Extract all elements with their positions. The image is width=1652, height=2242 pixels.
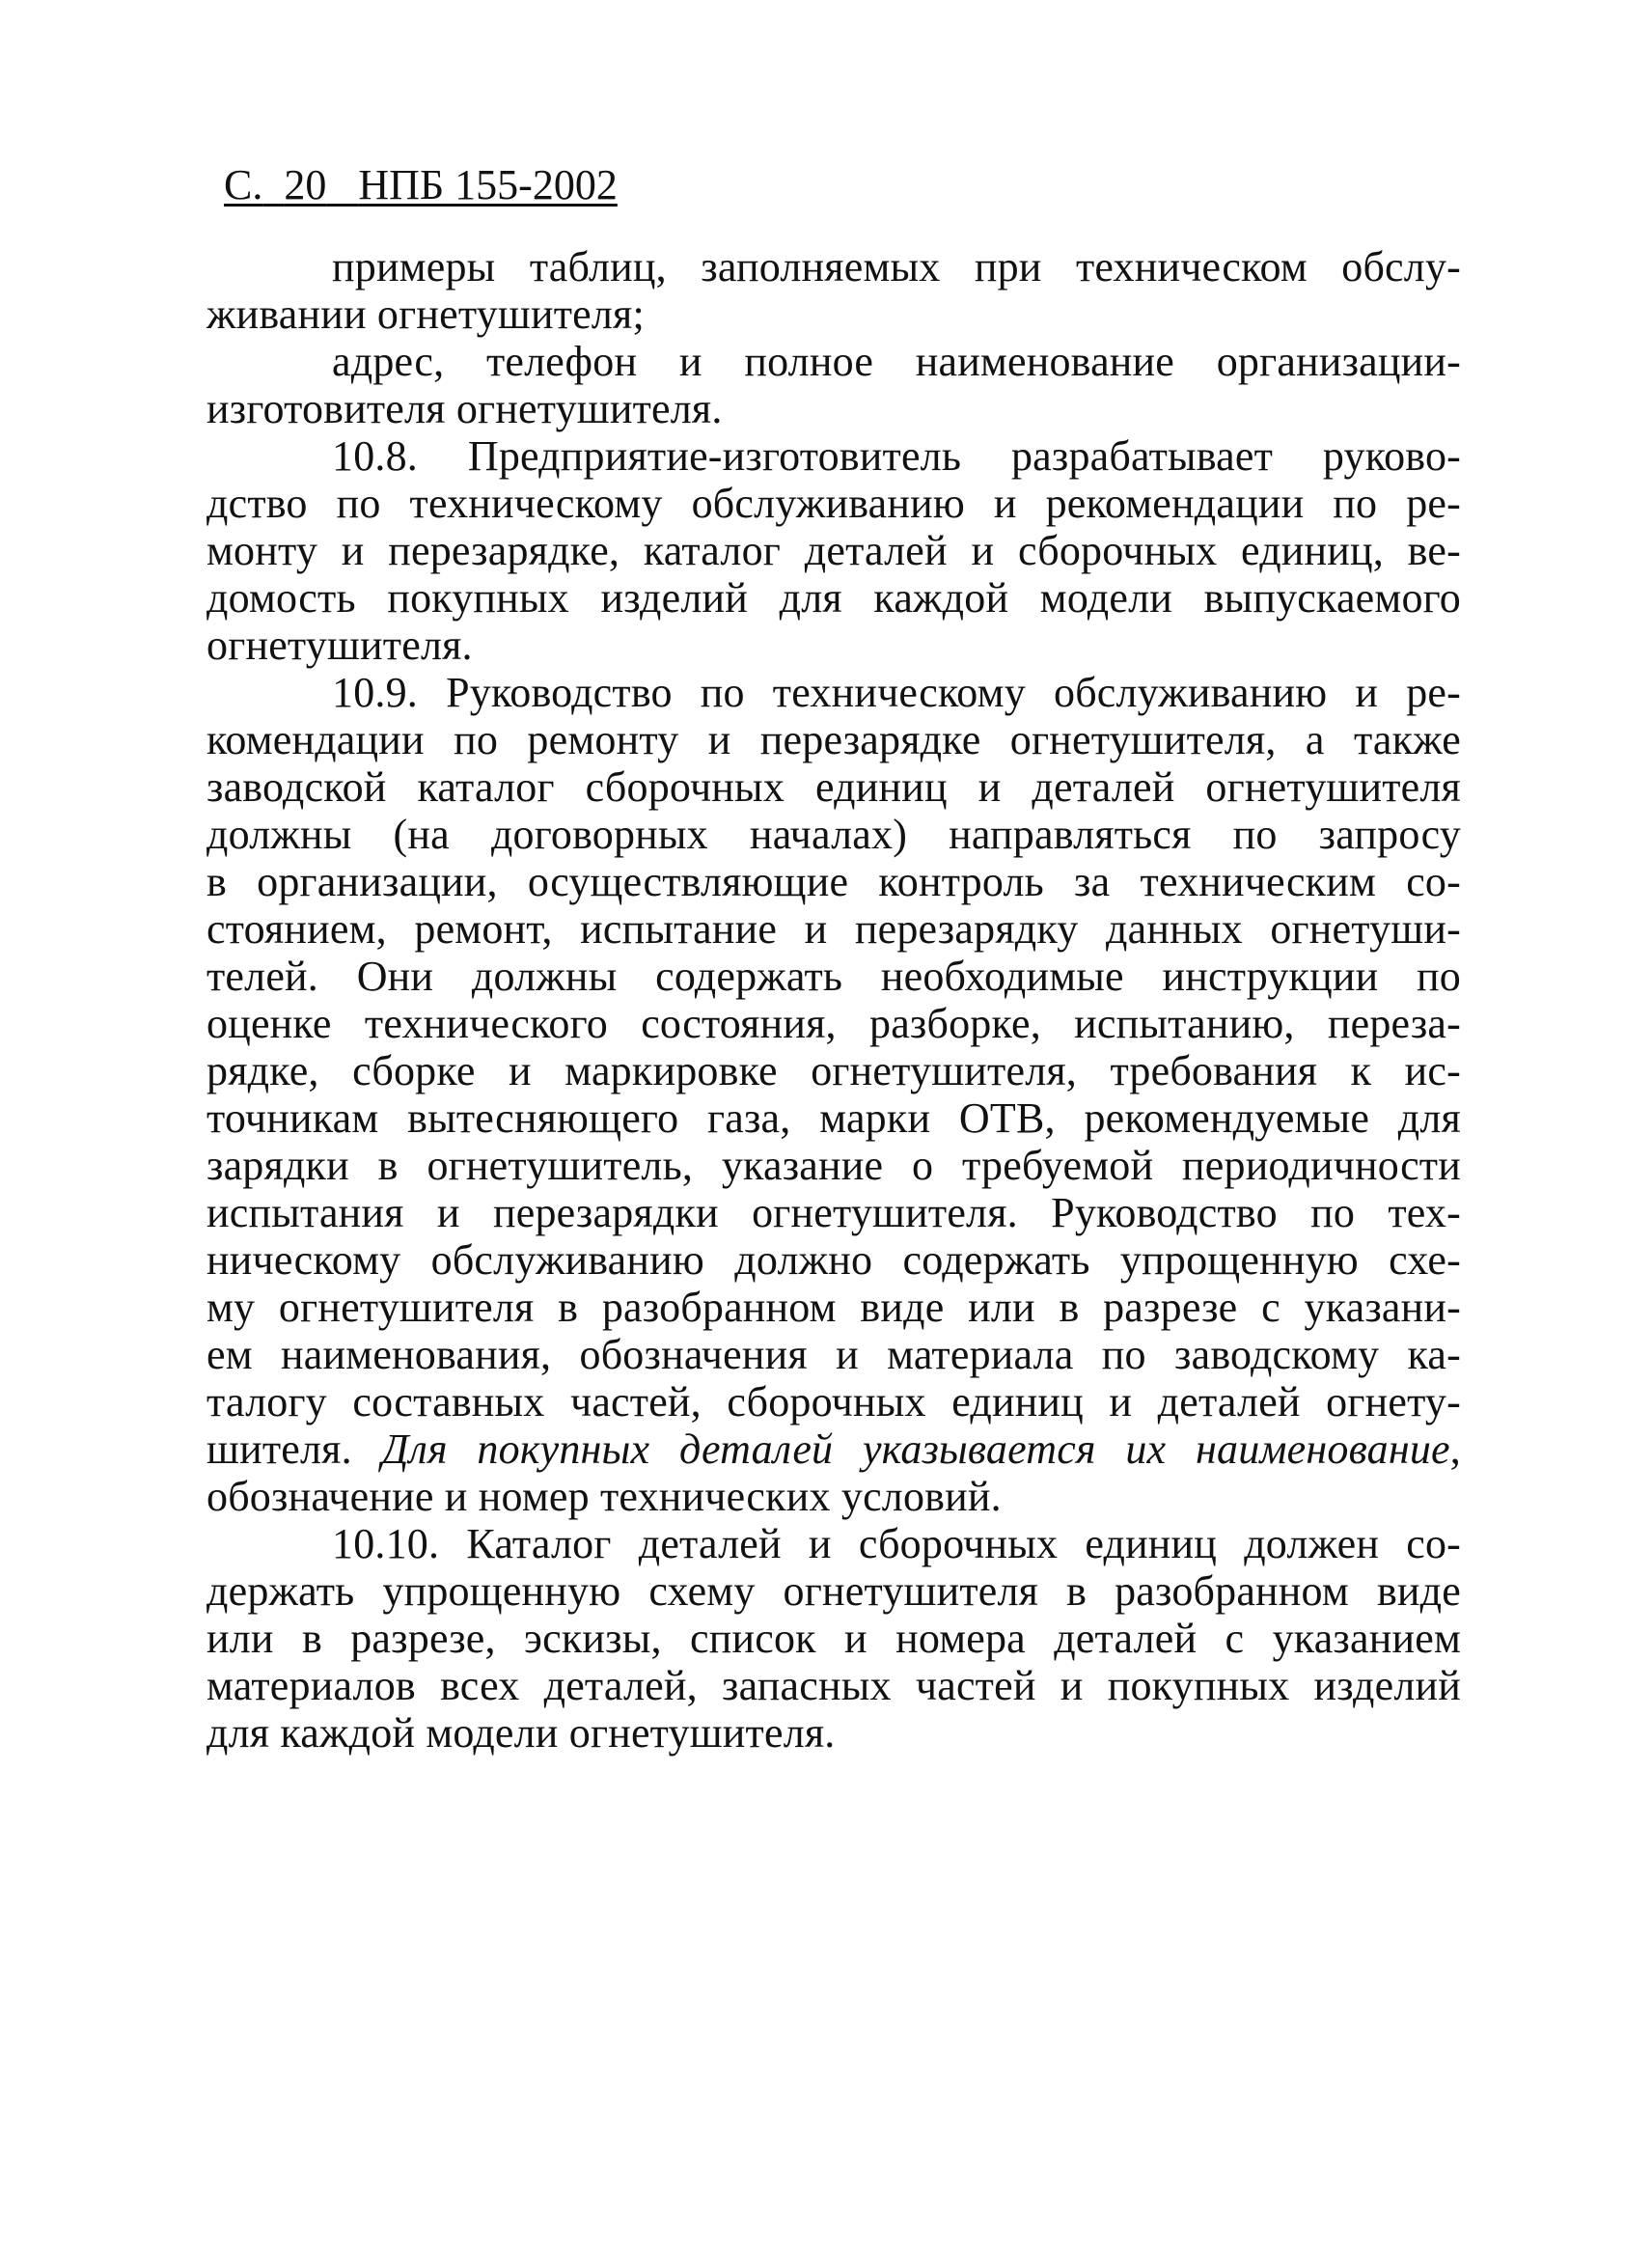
page-number: 20	[284, 161, 327, 208]
text-line: адрес, телефон и полное наименование организации-	[332, 338, 1461, 385]
page-header	[224, 160, 618, 210]
italic-segment: Для покупных деталей указывается их наименование	[381, 1425, 1450, 1473]
text-line-mixed	[206, 1425, 1461, 1473]
page-label: С.	[224, 161, 263, 208]
paragraph-10-10-start: 10.10. Каталог деталей и сборочных единиц должен со-	[332, 1520, 1461, 1567]
text-line: примеры таблиц, заполняемых при техническом обслу-	[332, 243, 1461, 291]
text-line: телей. Они должны содержать необходимые инструкции по	[206, 953, 1461, 1000]
text-line: домость покупных изделий для каждой модели выпускаемого	[206, 574, 1461, 622]
text-line: изготовителя огнетушителя.	[206, 385, 723, 432]
text-line: ем наименования, обозначения и материала по заводскому ка-	[206, 1331, 1461, 1378]
text-line: стоянием, ремонт, испытание и перезарядку данных огнетуши-	[206, 905, 1461, 953]
text-line: монту и перезарядке, каталог деталей и сборочных единиц, ве-	[206, 527, 1461, 574]
text-line: заводской каталог сборочных единиц и деталей огнетушителя	[206, 763, 1461, 811]
paragraph-10-9-start: 10.9. Руководство по техническому обслуживанию и ре-	[332, 669, 1461, 716]
text-line: точникам вытесняющего газа, марки ОТВ, рекомендуемые для	[206, 1094, 1461, 1142]
text-line: оценке технического состояния, разборке, испытанию, переза-	[206, 1000, 1461, 1047]
text-line: му огнетушителя в разобранном виде или в разрезе с указани-	[206, 1284, 1461, 1331]
roman-tail: ,	[1449, 1425, 1461, 1473]
text-line: для каждой модели огнетушителя.	[206, 1709, 836, 1757]
header-gap-1	[262, 161, 284, 208]
text-line: держать упрощенную схему огнетушителя в разобранном виде	[206, 1567, 1461, 1615]
text-line: дство по техническому обслуживанию и рекомендации по ре-	[206, 480, 1461, 527]
text-line: обозначение и номер технических условий.	[206, 1473, 1002, 1520]
paragraph-10-8-start: 10.8. Предприятие-изготовитель разрабатывает руково-	[332, 432, 1461, 480]
text-line: огнетушителя.	[206, 622, 473, 669]
roman-segment: шителя.	[206, 1425, 382, 1473]
text-line: ническому обслуживанию должно содержать упрощенную схе-	[206, 1236, 1461, 1284]
header-gap-2	[326, 161, 358, 208]
text-line: талогу составных частей, сборочных единиц и деталей огнету-	[206, 1378, 1461, 1425]
text-line: должны (на договорных началах) направляться по запросу	[206, 811, 1461, 858]
body-text	[206, 243, 1461, 1757]
text-line: в организации, осуществляющие контроль за техническим со-	[206, 858, 1461, 905]
text-line: комендации по ремонту и перезарядке огнетушителя, а также	[206, 716, 1461, 763]
text-line: рядке, сборке и маркировке огнетушителя, требования к ис-	[206, 1047, 1461, 1094]
document-code: НПБ 155-2002	[358, 161, 618, 208]
text-line: или в разрезе, эскизы, список и номера деталей с указанием	[206, 1615, 1461, 1662]
text-line: материалов всех деталей, запасных частей и покупных изделий	[206, 1662, 1461, 1709]
text-line: живании огнетушителя;	[206, 291, 645, 338]
text-line: зарядки в огнетушитель, указание о требуемой периодичности	[206, 1142, 1461, 1189]
text-line: испытания и перезарядки огнетушителя. Руководство по тех-	[206, 1189, 1461, 1236]
